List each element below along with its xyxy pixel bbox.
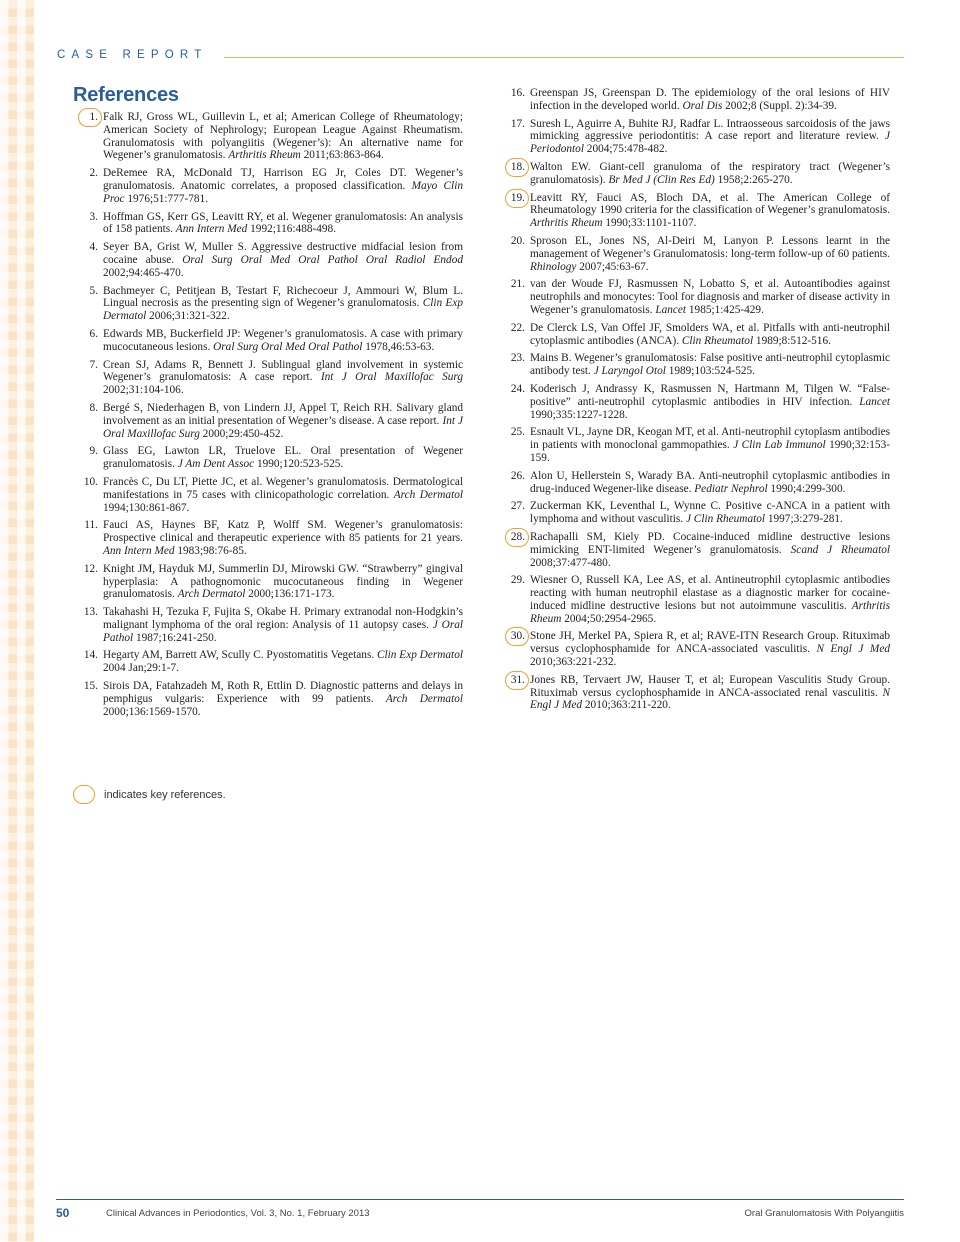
- reference-number: 6.: [89, 327, 98, 340]
- reference-journal-name: Arch Dermatol: [385, 692, 464, 705]
- reference-text-part: 1992;116:488-498.: [247, 223, 337, 236]
- reference-journal-name: J Oral Pathol: [103, 618, 464, 644]
- reference-number: 14.: [83, 649, 98, 662]
- reference-item: [500, 674, 890, 712]
- reference-text-part: 1978,46:53-63.: [362, 340, 435, 353]
- reference-number: 13.: [83, 606, 98, 619]
- section-header-label: CASE REPORT: [57, 49, 208, 61]
- reference-journal-name: Lancet: [655, 303, 687, 316]
- running-title: Oral Granulomatosis With Polyangiitis: [744, 1208, 904, 1219]
- reference-item: [500, 235, 890, 273]
- reference-item: [73, 167, 463, 205]
- reference-text: [103, 211, 463, 237]
- reference-text: [530, 192, 890, 230]
- reference-text: [103, 167, 463, 205]
- references-heading: References: [73, 84, 179, 106]
- reference-text-part: DeRemee RA, McDonald TJ, Harrison EG Jr, Coles DT. Wegener’s granulomatosis. Anatomic correlates, a proposed classification.: [103, 167, 463, 192]
- reference-item: [500, 192, 890, 230]
- reference-number: 11.: [84, 519, 98, 532]
- reference-number: 16.: [510, 87, 525, 99]
- reference-number: 8.: [89, 401, 98, 414]
- reference-text-part: 1990;120:523-525.: [254, 458, 344, 471]
- reference-text-part: Zuckerman KK, Leventhal L, Wynne C. Positive c-ANCA in a patient with lymphoma and without vasculitis.: [530, 500, 890, 526]
- key-reference-number: 18.: [500, 161, 530, 174]
- reference-journal-name: Arch Dermatol: [177, 588, 246, 601]
- reference-number: 3.: [89, 210, 98, 223]
- reference-item: [500, 383, 890, 421]
- reference-text: [103, 476, 463, 514]
- reference-text: [530, 500, 890, 526]
- reference-text: [530, 118, 890, 156]
- key-reference-number: 28.: [500, 531, 530, 544]
- reference-text-part: Mains B. Wegener’s granulomatosis: False positive anti-neutrophil cytoplasmic antibody test.: [530, 352, 890, 378]
- reference-item: [500, 118, 890, 156]
- reference-item: [73, 285, 463, 323]
- decorative-side-strip: [0, 0, 34, 1242]
- reference-number: 22.: [510, 321, 525, 334]
- reference-item: [73, 606, 463, 644]
- reference-text-part: 2002;31:104-106.: [103, 384, 184, 397]
- reference-number: 29.: [510, 574, 525, 587]
- reference-journal-name: N Engl J Med: [816, 643, 890, 656]
- reference-text-part: Seyer BA, Grist W, Muller S. Aggressive destructive midfacial lesion from cocaine abuse.: [103, 241, 463, 266]
- reference-text: [103, 285, 463, 323]
- reference-journal-name: Clin Exp Dermatol: [377, 649, 463, 662]
- reference-text: [530, 278, 890, 316]
- reference-number: 4.: [89, 241, 98, 254]
- key-reference-number: 19.: [500, 192, 530, 205]
- reference-journal-name: Rhinology: [530, 260, 577, 273]
- reference-text-part: 1985;1:425-429.: [686, 303, 764, 316]
- reference-text-part: Esnault VL, Jayne DR, Keogan MT, et al. Anti-neutrophil cytoplasm antibodies in patients with monoclonal gammopathies.: [530, 426, 890, 452]
- reference-text: [530, 235, 890, 273]
- reference-text-part: 2000;29:450-452.: [199, 427, 284, 440]
- key-reference-number: 1.: [73, 111, 103, 124]
- reference-journal-name: J Am Dent Assoc: [177, 458, 255, 471]
- reference-journal-name: Int J Oral Maxillofac Surg: [103, 414, 463, 440]
- reference-item: [500, 322, 890, 348]
- reference-item: [73, 519, 463, 557]
- footer-rule: [56, 1199, 904, 1200]
- reference-item: [500, 470, 890, 496]
- reference-item: [500, 278, 890, 316]
- reference-text-part: van der Woude FJ, Rasmussen N, Lobatto S, et al. Autoantibodies against neutrophils and monocytes: Tool for diagnosis and marker of disease activity in Wegener’s granulomatosis.: [530, 278, 890, 316]
- page-number: 50: [56, 1206, 70, 1220]
- reference-item: [500, 87, 890, 113]
- reference-journal-name: Arthritis Rheum: [530, 217, 603, 230]
- reference-text: [103, 649, 463, 675]
- journal-citation: Clinical Advances in Periodontics, Vol. 3, No. 1, February 2013: [106, 1208, 370, 1219]
- reference-number: 26.: [510, 469, 525, 482]
- reference-text-part: 2010;363:221-232.: [530, 656, 617, 669]
- reference-journal-name: Oral Surg Oral Med Oral Pathol: [213, 340, 363, 353]
- reference-number: 10.: [83, 475, 98, 488]
- reference-journal-name: Clin Exp Dermatol: [103, 297, 463, 323]
- reference-item: [73, 328, 463, 354]
- reference-text-part: 2008;37:477-480.: [530, 556, 611, 569]
- reference-text-part: Stone JH, Merkel PA, Spiera R, et al; RAVE-ITN Research Group. Rituximab versus cyclophosphamide for ANCA-associated vasculitis.: [530, 630, 890, 656]
- reference-text: [103, 402, 463, 440]
- reference-item: [73, 445, 463, 471]
- reference-text-part: Greenspan JS, Greenspan D. The epidemiology of the oral lesions of HIV infection in the developed world.: [530, 87, 890, 112]
- reference-text-part: 1994;130:861-867.: [103, 501, 190, 514]
- reference-text: [103, 241, 463, 279]
- reference-text-part: 2000;136:1569-1570.: [103, 705, 201, 718]
- reference-text: [103, 606, 463, 644]
- reference-text-part: 2011;63:863-864.: [300, 149, 384, 162]
- reference-text-part: Wiesner O, Russell KA, Lee AS, et al. Antineutrophil cytoplasmic antibodies reacting with human neutrophil elastase as a diagnostic marker for cocaine-induced midline destructive lesions but not autoimmune vasculitis.: [530, 574, 890, 612]
- reference-text-part: Glass EG, Lawton LR, Truelove EL. Oral presentation of Wegener granulomatosis.: [103, 445, 463, 471]
- reference-text: [103, 519, 463, 557]
- key-reference-number: 30.: [500, 630, 530, 643]
- reference-number: 17.: [510, 117, 525, 130]
- reference-text: [530, 426, 890, 464]
- reference-item: [73, 563, 463, 601]
- reference-text-part: Hegarty AM, Barrett AW, Scully C. Pyostomatitis Vegetans.: [103, 649, 377, 662]
- reference-text-part: Falk RJ, Gross WL, Guillevin L, et al; American College of Rheumatology; American Society of Nephrology; European League Against Rheumatism. Granulomatosis with polyangiitis (Wegener’s): An alternative name for Wegener’s granulomatosis.: [103, 111, 463, 162]
- reference-number: 2.: [89, 167, 98, 180]
- reference-item: [73, 680, 463, 718]
- reference-text-part: Leavitt RY, Fauci AS, Bloch DA, et al. The American College of Rheumatology 1990 criteria for the classification of Wegener’s granulomatosis.: [530, 191, 890, 217]
- reference-text-part: Alon U, Hellerstein S, Warady BA. Anti-neutrophil cytoplasmic antibodies in drug-induced Wegener-like disease.: [530, 469, 890, 495]
- reference-item: [500, 426, 890, 464]
- reference-item: [73, 211, 463, 237]
- reference-text: [103, 359, 463, 397]
- reference-text-part: 1987;16:241-250.: [133, 631, 217, 644]
- reference-text-part: Fauci AS, Haynes BF, Katz P, Wolff SM. Wegener’s granulomatosis: Prospective clinical and therapeutic experience with 85 patients for 21 years.: [103, 519, 463, 545]
- reference-text: [103, 111, 463, 162]
- header-rule: [224, 57, 904, 58]
- reference-item: [73, 649, 463, 675]
- reference-text-part: 1989;103:524-525.: [665, 365, 756, 378]
- reference-journal-name: Mayo Clin Proc: [103, 179, 463, 205]
- reference-text-part: 1990;335:1227-1228.: [530, 408, 628, 421]
- reference-journal-name: Oral Surg Oral Med Oral Pathol Oral Radiol Endod: [182, 253, 464, 266]
- reference-text: [103, 563, 463, 601]
- reference-text-part: 1989;8:512-516.: [753, 334, 831, 347]
- reference-item: [73, 402, 463, 440]
- reference-journal-name: Int J Oral Maxillofac Surg: [320, 371, 464, 384]
- reference-text-part: 2004;50:2954-2965.: [561, 612, 657, 625]
- reference-text: [103, 680, 463, 718]
- reference-text: [530, 574, 890, 625]
- reference-text: [530, 322, 890, 348]
- reference-text-part: Bergé S, Niederhagen B, von Lindern JJ, Appel T, Reich RH. Salivary gland involvement as an initial presentation of Wegener’s disease. A case report.: [103, 401, 463, 427]
- reference-text-part: 2002;8 (Suppl. 2):34-39.: [722, 99, 837, 112]
- reference-text-part: Bachmeyer C, Petitjean B, Testart F, Richecoeur J, Ammouri W, Blum L. Lingual necrosis as the presenting sign of Wegener’s granulomatosis.: [103, 284, 463, 310]
- reference-item: [73, 111, 463, 162]
- reference-journal-name: J Clin Rheumatol: [685, 513, 766, 526]
- reference-text-part: Sirois DA, Fatahzadeh M, Roth R, Ettlin D. Diagnostic patterns and delays in pemphigus vulgaris: Experience with 99 patients.: [103, 680, 463, 705]
- reference-item: [500, 500, 890, 526]
- reference-number: 25.: [510, 426, 525, 439]
- reference-journal-name: J Laryngol Otol: [593, 365, 666, 378]
- key-references-legend: [73, 785, 226, 804]
- reference-text-part: Francès C, Du LT, Piette JC, et al. Wegener’s granulomatosis. Dermatological manifestations in 75 cases with clinicopathologic correlation.: [103, 475, 463, 501]
- reference-number: 27.: [510, 500, 525, 513]
- reference-journal-name: J Clin Lab Immunol: [733, 439, 826, 452]
- reference-number: 23.: [510, 352, 525, 365]
- reference-text-part: Jones RB, Tervaert JW, Hauser T, et al; European Vasculitis Study Group. Rituximab versus cyclophosphamide in ANCA-associated renal vasculitis.: [530, 673, 890, 699]
- reference-text: [530, 674, 890, 712]
- reference-text-part: 1997;3:279-281.: [765, 513, 843, 526]
- key-legend-text: indicates key references.: [104, 788, 226, 801]
- reference-text: [530, 87, 890, 113]
- reference-journal-name: Lancet: [859, 395, 890, 408]
- reference-number: 5.: [89, 284, 98, 297]
- reference-number: 24.: [510, 382, 525, 395]
- reference-text: [103, 328, 463, 354]
- reference-item: [73, 476, 463, 514]
- reference-text-part: 1990;4:299-300.: [767, 482, 846, 495]
- key-reference-number: 31.: [500, 674, 530, 687]
- reference-text-part: Walton EW. Giant-cell granuloma of the respiratory tract (Wegener’s granulomatosis).: [530, 160, 890, 186]
- key-reference-circle-icon: [73, 785, 95, 804]
- reference-number: 7.: [89, 358, 98, 371]
- reference-item: [500, 574, 890, 625]
- reference-text-part: 2010;363:211-220.: [582, 699, 671, 712]
- reference-item: [73, 241, 463, 279]
- reference-text: [530, 352, 890, 378]
- reference-journal-name: N Engl J Med: [530, 686, 890, 712]
- reference-item: [73, 359, 463, 397]
- references-column-left: [73, 111, 463, 723]
- reference-number: 15.: [83, 680, 98, 693]
- reference-text: [103, 445, 463, 471]
- reference-number: 21.: [510, 278, 525, 291]
- reference-journal-name: Clin Rheumatol: [681, 334, 754, 347]
- reference-journal-name: Br Med J (Clin Res Ed): [608, 173, 715, 186]
- references-column-right: [500, 87, 890, 717]
- reference-journal-name: Ann Intern Med: [103, 544, 175, 557]
- reference-item: [500, 352, 890, 378]
- reference-text-part: Takahashi H, Tezuka F, Fujita S, Okabe H. Primary extranodal non-Hodgkin’s malignant lymphoma of the oral region: Analysis of 11 autopsy cases.: [103, 606, 463, 631]
- reference-text: [530, 161, 890, 187]
- reference-text-part: 1983;98:76-85.: [174, 544, 247, 557]
- reference-text-part: Rachapalli SM, Kiely PD. Cocaine-induced midline destructive lesions mimicking ENT-limited Wegener’s granulomatosis.: [530, 530, 890, 556]
- reference-text-part: 2006;31:321-322.: [146, 310, 230, 323]
- reference-text-part: 2000;136:171-173.: [245, 588, 335, 601]
- reference-text-part: 2004;75:478-482.: [583, 143, 668, 156]
- reference-number: 12.: [83, 562, 98, 575]
- reference-journal-name: Ann Intern Med: [175, 223, 248, 236]
- reference-text-part: 1976;51:777-781.: [124, 192, 209, 205]
- reference-text-part: De Clerck LS, Van Offel JF, Smolders WA, et al. Pitfalls with anti-neutrophil cytoplasmic antibodies (ANCA).: [530, 321, 890, 347]
- reference-text-part: 2004 Jan;29:1-7.: [103, 662, 179, 675]
- reference-text-part: 1958;2:265-270.: [714, 173, 793, 186]
- reference-text-part: 1990;33:1101-1107.: [602, 217, 697, 230]
- reference-text-part: 2007;45:63-67.: [576, 260, 649, 273]
- reference-text-part: Knight JM, Hayduk MJ, Summerlin DJ, Mirowski GW. “Strawberry” gingival hyperplasia: A pathognomonic mucocutaneous finding in Wegener granulomatosis.: [103, 562, 463, 601]
- reference-journal-name: Arch Dermatol: [393, 488, 463, 501]
- reference-text: [530, 531, 890, 569]
- reference-text-part: Suresh L, Aguirre A, Buhite RJ, Radfar L. Intraosseous sarcoidosis of the jaws mimicking aggressive periodontitis: A case report and literature review.: [530, 117, 890, 143]
- reference-journal-name: J Periodontol: [530, 130, 890, 156]
- reference-journal-name: Pediatr Nephrol: [694, 482, 768, 495]
- reference-text: [530, 383, 890, 421]
- reference-journal-name: Oral Dis: [682, 99, 723, 112]
- reference-text-part: 2002;94:465-470.: [103, 266, 184, 279]
- reference-journal-name: Arthritis Rheum: [228, 149, 301, 162]
- reference-text: [530, 470, 890, 496]
- reference-text-part: Edwards MB, Buckerfield JP: Wegener’s granulomatosis. A case with primary mucocutaneous lesions.: [103, 327, 463, 353]
- reference-journal-name: Arthritis Rheum: [530, 599, 890, 625]
- reference-item: [500, 630, 890, 668]
- reference-text-part: Crean SJ, Adams R, Bennett J. Sublingual gland involvement in systemic Wegener’s granulomatosis: A case report.: [103, 358, 463, 384]
- reference-text-part: 1990;32:153-159.: [530, 439, 890, 464]
- reference-number: 9.: [89, 445, 98, 458]
- reference-text: [530, 630, 890, 668]
- reference-text-part: Sproson EL, Jones NS, Al-Deiri M, Lanyon P. Lessons learnt in the management of Wegener’s Granulomatosis: long-term follow-up of 60 patients.: [530, 234, 890, 260]
- reference-item: [500, 161, 890, 187]
- reference-journal-name: Scand J Rheumatol: [790, 543, 890, 556]
- reference-number: 20.: [510, 234, 525, 247]
- reference-item: [500, 531, 890, 569]
- reference-text-part: Koderisch J, Andrassy K, Rasmussen N, Hartmann M, Tilgen W. “False-positive” anti-neutrophil cytoplasmic antibodies in HIV infection.: [530, 382, 890, 408]
- reference-text-part: Hoffman GS, Kerr GS, Leavitt RY, et al. Wegener granulomatosis: An analysis of 158 patients.: [103, 210, 463, 236]
